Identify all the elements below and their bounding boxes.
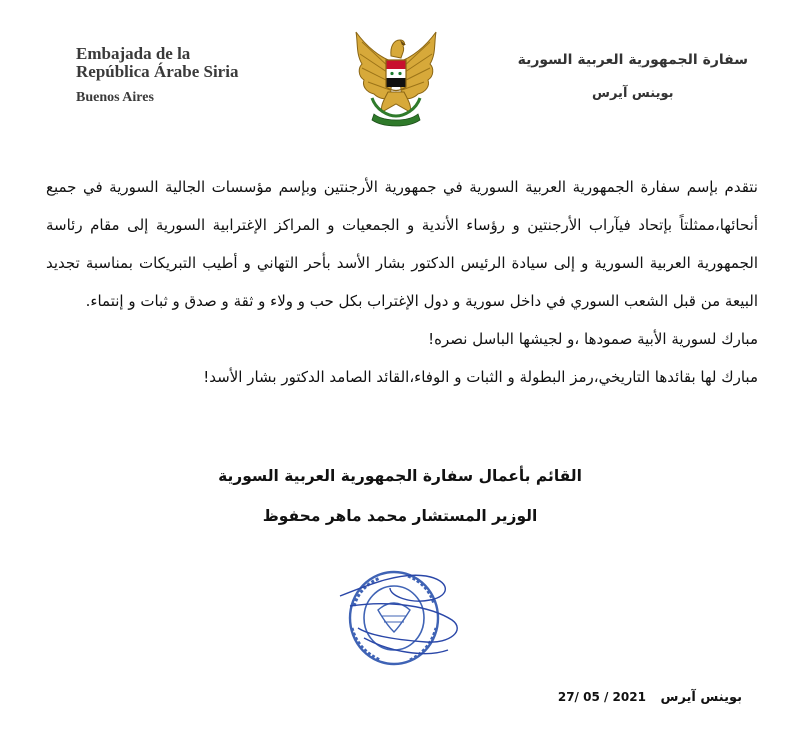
embassy-stamp-icon — [330, 566, 470, 670]
embassy-name-line-2: República Árabe Siria — [76, 62, 239, 81]
embassy-city-spanish: Buenos Aires — [76, 90, 154, 105]
signatory-title: القائم بأعمال سفارة الجمهورية العربية السورية — [218, 467, 582, 485]
signatory-name: الوزير المستشار محمد ماهر محفوظ — [262, 507, 538, 525]
embassy-name-arabic — [518, 52, 748, 101]
footer-city: بوينس آيرس — [660, 690, 742, 705]
embassy-name-arabic-title: سفارة الجمهورية العربية السورية — [517, 52, 748, 68]
emblem-shield — [386, 60, 406, 91]
embassy-name-line-1: Embajada de la — [76, 44, 191, 63]
letter-body — [46, 168, 758, 396]
embassy-city-arabic: بوينس آيرس — [592, 86, 674, 101]
footer-date: 27/ 05 / 2021 — [557, 690, 646, 704]
body-paragraph-2: مبارك لسورية الأبية صمودها ،و لجيشها الباسل نصره! — [428, 330, 758, 348]
body-paragraph-3: مبارك لها بقائدها التاريخي،رمز البطولة و الثبات و الوفاء،القائد الصامد الدكتور بشار الأسد! — [203, 368, 758, 386]
footer-dateline — [558, 690, 742, 705]
body-paragraph-1: نتقدم بإسم سفارة الجمهورية العربية السورية في جمهورية الأرجنتين وبإسم مؤسسات الجالية السورية في جميع أنحائها،ممثلتاً بإتحاد فيآراب الأرجنتين و رؤساء الأندية و الجمعيات و المراكز الإغترابية السورية إلى مقام رئاسة الجمهورية العربية السورية و إلى سيادة الرئيس الدكتور بشار الأسد بأحر التهاني و أطيب التبريكات بمناسبة تجديد البيعة من قبل الشعب السوري في داخل سورية و دول الإغتراب بكل حب و ولاء و ثقة و صدق و ثبات و إنتماء. — [46, 178, 758, 310]
embassy-name-spanish — [76, 45, 238, 106]
hawk-of-qurays-emblem-icon — [350, 28, 442, 128]
